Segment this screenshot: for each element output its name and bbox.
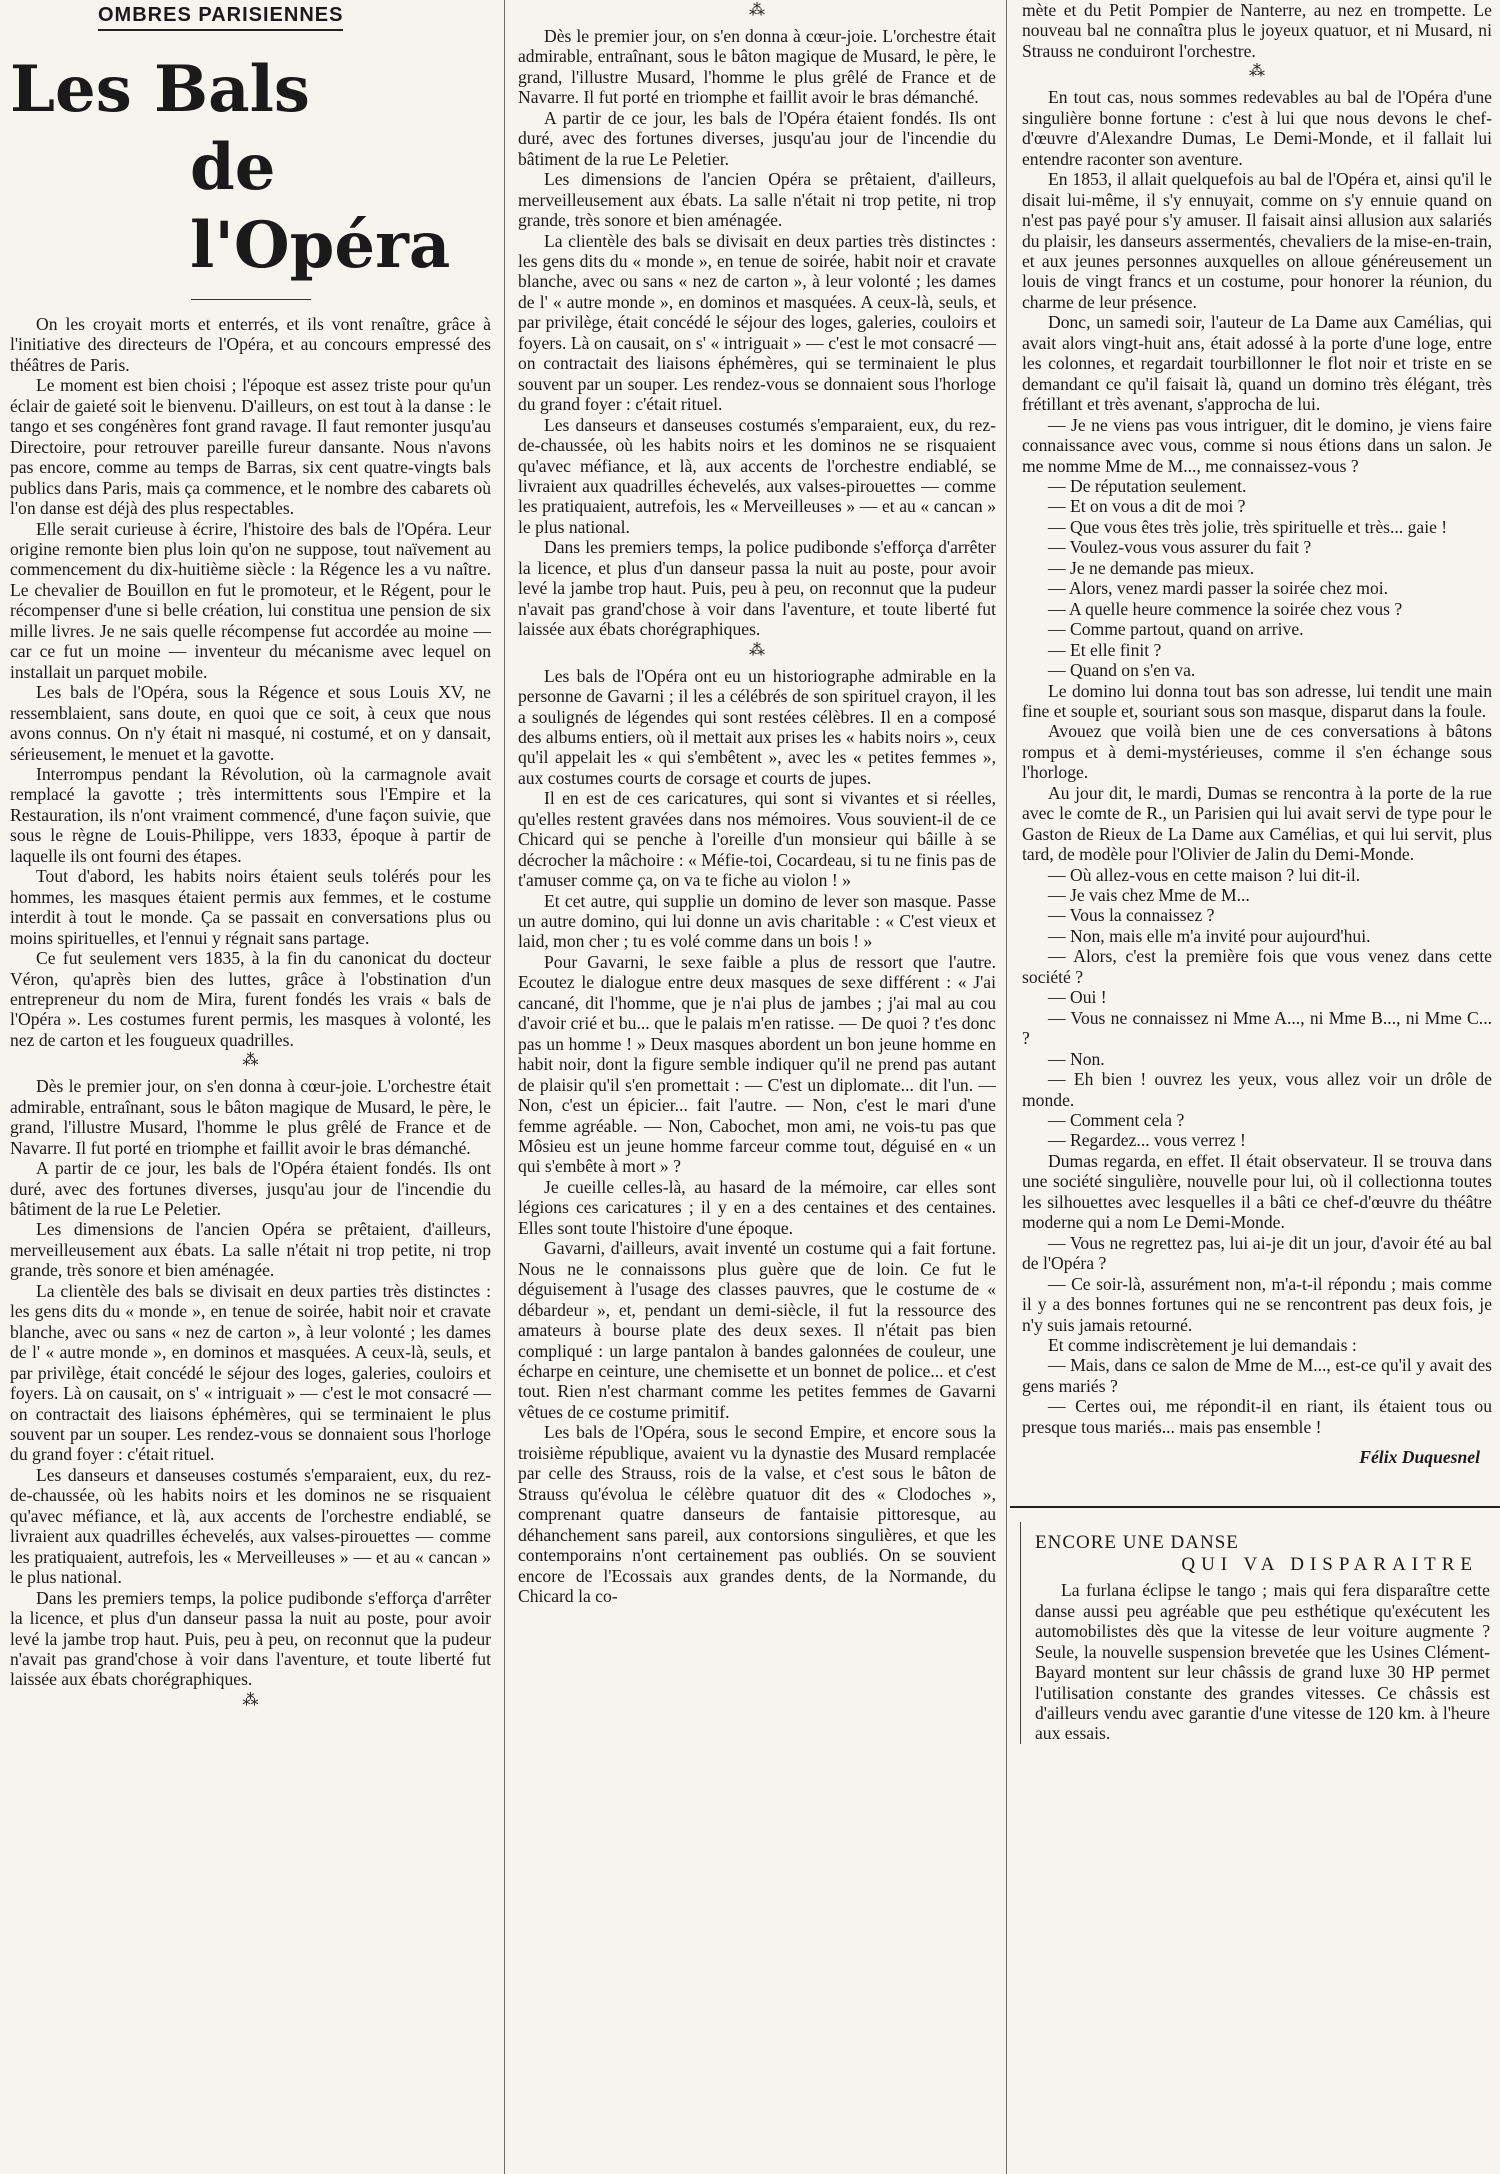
headline-line-1: Les Bals <box>10 52 310 127</box>
paragraph: Et cet autre, qui supplie un domino de lever son masque. Passe un autre domino, qui lui donne un avis charitable : « C'est vieux et laid, mon cher ; tu es volé comme dans un bois ! » <box>518 890 996 952</box>
paragraph: En tout cas, nous sommes redevables au bal de l'Opéra d'une singulière bonne fortune : c'est à lui que nous devons le chef-d'œuvre d'Alexandre Dumas, Le Demi-Monde, et il fallait lui entendre raconter son aventure. <box>1022 87 1492 169</box>
dialogue-line: — Alors, c'est la première fois que vous venez dans cette société ? <box>1022 946 1492 987</box>
dialogue-line: — Où allez-vous en cette maison ? lui dit-il. <box>1048 864 1361 885</box>
advert-box <box>1020 1522 1492 1744</box>
dialogue-line: — Comme partout, quand on arrive. <box>1048 619 1304 640</box>
dialogue-line: — Ce soir-là, assurément non, m'a-t-il répondu ; mais comme il y a des bonnes fortunes qui ne se rencontrent pas deux fois, je n'y suis jamais retourné. <box>1022 1273 1492 1335</box>
paragraph: Il en est de ces caricatures, qui sont si vivantes et si réelles, qu'elles restent gravées dans nos mémoires. Vous souvient-il de ce Chicard qui se penche à l'oreille d'un monsieur qui bâille à se décrocher la mâchoire : « Méfie-toi, Cocardeau, si tu ne finis pas de t'amuser comme ça, on va te fiche au violon ! » <box>518 788 996 891</box>
paragraph: Tout d'abord, les habits noirs étaient seuls tolérés pour les hommes, les masques étaient permis aux femmes, et le costume interdit à tout le monde. Ça se passait en conversations plus ou moins spirituelles, et l'ennui y régnait sans partage. <box>10 866 491 948</box>
paragraph: Dumas regarda, en effet. Il était observateur. Il se trouva dans une société singulière, nouvelle pour lui, où il collectionna toutes les silhouettes avec lesquelles il a bâti ce chef-d'œuvre du théâtre moderne qui a nom Le Demi-Monde. <box>1022 1150 1492 1233</box>
dialogue-line: — Que vous êtes très jolie, très spirituelle et très... gaie ! <box>1048 516 1448 537</box>
paragraph: A partir de ce jour, les bals de l'Opéra étaient fondés. Ils ont duré, avec des fortunes diverses, jusqu'au jour de l'incendie du bâtiment de la rue Le Peletier. <box>10 1158 491 1220</box>
dialogue-line: — Non. <box>1048 1048 1105 1069</box>
paragraph: Les bals de l'Opéra, sous le second Empire, et encore sous la troisième république, avaient vu la dynastie des Musard remplacée par celle des Strauss, rois de la valse, et c'est sous le bâton de Strauss qu'évolua le célèbre quatuor dit des « Clodoches », comprenant quatre danseurs de fantaisie pittoresque, au déhanchement sans pareil, aux contorsions singulières, et que les contemporains n'ont certainement pas oubliés. On se souvient encore de l'Ecossais aux grandes dents, de la Normande, du Chicard la co- <box>518 1422 996 1606</box>
column-1 <box>0 0 505 2174</box>
column-2 <box>508 0 1006 2174</box>
paragraph: On les croyait morts et enterrés, et ils vont renaître, grâce à l'initiative des directeurs de l'Opéra, et au concours empressé des théâtres de Paris. <box>10 314 491 375</box>
dialogue-line: — Regardez... vous verrez ! <box>1048 1130 1246 1151</box>
headline <box>10 51 491 285</box>
paragraph: Avouez que voilà bien une de ces conversations à bâtons rompus et à demi-mystérieuses, comme il s'en échange sous l'horloge. <box>1022 721 1492 783</box>
paragraph: Les bals de l'Opéra ont eu un historiographe admirable en la personne de Gavarni ; il les a célébrés de son spirituel crayon, il les a soulignés de légendes qui sont restées célèbres. Il en a composé des albums entiers, où il mettait aux prises les « habits noirs », ceux qu'il appelait les « qui s'embêtent », avec les « petites femmes », aux costumes courts de corsage et courts de jupes. <box>518 665 996 788</box>
paragraph: Les danseurs et danseuses costumés s'emparaient, eux, du rez-de-chaussée, où les habits noirs et les dominos ne se risquaient qu'avec méfiance, et là, aux accents de l'orchestre endiablé, se livraient aux quadrilles échevelés, aux valses-pirouettes — comme les pratiquaient, autrefois, les « Merveilleuses » — et au « cancan » le plus national. <box>10 1464 491 1588</box>
paragraph: Ce fut seulement vers 1835, à la fin du canonicat du docteur Véron, qu'après bien des luttes, grâce à l'obstination d'un entrepreneur du nom de Mira, furent fondés les vrais « bals de l'Opéra ». Les costumes furent permis, les masques à volonté, les nez de carton et les fougueux quadrilles. <box>10 948 491 1050</box>
dialogue-line: — Je ne demande pas mieux. <box>1048 557 1255 578</box>
box-top-rule <box>1010 1506 1500 1508</box>
box-title-line-1: ENCORE UNE DANSE <box>1035 1532 1239 1554</box>
paragraph: Elle serait curieuse à écrire, l'histoire des bals de l'Opéra. Leur origine remonte bien plus loin qu'on ne suppose, tout naïvement au commencement du dix-huitième siècle : la Régence les a vu naître. Le chevalier de Bouillon en fut le promoteur, et le Régent, pour le récompenser d'une si belle création, lui constitua une pension de six mille livres. Je ne sais quelle récompense fut accordée au moine — car ce fut un moine — inventeur du mécanisme avec lequel on installait un parquet mobile. <box>10 518 491 682</box>
paragraph: Le moment est bien choisi ; l'époque est assez triste pour qu'un éclair de gaieté soit le bienvenu. D'ailleurs, on est tout à la danse : le tango et ses congénères font grand ravage. Il faut remonter jusqu'au Directoire, pour retrouver pareille fureur dansante. Nous n'avons pas encore, comme au temps de Barras, six cent quatre-vingts bals publics dans Paris, mais ça commence, et le nombre des cabarets où l'on danse est déjà des plus respectables. <box>10 375 491 519</box>
paragraph: Interrompus pendant la Révolution, où la carmagnole avait remplacé la gavotte ; très intermittents sous l'Empire et la Restauration, ils n'ont vraiment commencé, d'une façon suivie, que sous le règne de Louis-Philippe, vers 1833, époque à partir de laquelle ils ont fourni des étapes. <box>10 763 491 866</box>
dialogue-line: — Certes oui, me répondit-il en riant, ils étaient tous ou presque tous mariés... mais pas ensemble ! <box>1022 1396 1492 1437</box>
dialogue-line: — Mais, dans ce salon de Mme de M..., est-ce qu'il y avait des gens mariés ? <box>1022 1355 1492 1396</box>
column-rule <box>1006 0 1007 2174</box>
dialogue-line: — Vous ne regrettez pas, lui ai-je dit un jour, d'avoir été au bal de l'Opéra ? <box>1022 1232 1492 1274</box>
box-text: La furlana éclipse le tango ; mais qui fera disparaître cette danse aussi peu agréable que peu esthétique qu'exécutent les automobilistes dès que la vitesse de leur voiture augmente ? Seule, la nouvelle suspension brevetée que les Usines Clément-Bayard montent sur leur châssis de grand luxe 30 HP permet l'utilisation constante des grandes vitesses. Ce châssis est d'ailleurs vendu avec garantie d'une vitesse de 120 km. à l'heure aux essais. <box>1035 1580 1490 1744</box>
dialogue-line: — Je ne viens pas vous intriguer, dit le domino, je viens faire connaissance avec vous, comme si nous étions dans un salon. Je me nomme Mme de M..., me connaissez-vous ? <box>1022 414 1492 476</box>
section-asterism: ⁂ <box>749 641 765 659</box>
paragraph: Les dimensions de l'ancien Opéra se prêtaient, d'ailleurs, merveilleusement aux ébats. La salle n'était ni trop petite, ni trop grande, très sonore et bien aménagée. <box>518 169 996 231</box>
paragraph: Je cueille celles-là, au hasard de la mémoire, car elles sont légions ces caricatures ; il y en a des centaines et des centaines. Elles sont toute l'histoire d'une époque. <box>518 1176 996 1238</box>
dialogue-line: — Et on vous a dit de moi ? <box>1048 496 1246 517</box>
dialogue-line: — De réputation seulement. <box>1048 475 1247 496</box>
dialogue-line: — Vous ne connaissez ni Mme A..., ni Mme B..., ni Mme C... ? <box>1022 1007 1492 1049</box>
paragraph: Au jour dit, le mardi, Dumas se rencontra à la porte de la rue avec le comte de R., un Parisien qui lui avait servi de type pour le Gaston de Rieux de La Dame aux Camélias, et qui lui servit, plus tard, de modèle pour l'Olivier de Jalin du Demi-Monde. <box>1022 782 1492 865</box>
paragraph: La clientèle des bals se divisait en deux parties très distinctes : les gens dits du « monde », en tenue de soirée, habit noir et cravate blanche, avec ou sans « nez de carton », à leur volonté ; les dames de l' « autre monde », en dominos et masquées. A ceux-là, seuls, et par privilège, était concédé le séjour des loges, galeries, couloirs et foyers. Là on causait, on s' « intriguait » — c'est le mot consacré — on contractait des liaisons éphémères, qui se terminaient le plus souvent par un souper. Les rendez-vous se donnaient sous l'horloge du grand foyer : c'était rituel. <box>518 230 996 415</box>
box-title-line-2: QUI VA DISPARAITRE <box>1181 1554 1478 1576</box>
section-asterism: ⁂ <box>242 1052 259 1070</box>
kicker: OMBRES PARISIENNES <box>98 4 343 31</box>
paragraph: La clientèle des bals se divisait en deux parties très distinctes : les gens dits du « monde », en tenue de soirée, habit noir et cravate blanche, avec ou sans « nez de carton », à leur volonté ; les dames de l' « autre monde », en dominos et masquées. A ceux-là, seuls, et par privilège, était concédé le séjour des loges, galeries, couloirs et foyers. Là on causait, on s' « intriguait » — c'est le mot consacré — on contractait des liaisons éphémères, qui se terminaient le plus souvent par un souper. Les rendez-vous se donnaient sous l'horloge du grand foyer : c'était rituel. <box>10 1280 491 1465</box>
headline-line-2: de l'Opéra <box>190 130 451 283</box>
section-asterism: ⁂ <box>1249 63 1265 81</box>
dialogue-line: — Alors, venez mardi passer la soirée chez moi. <box>1048 578 1389 599</box>
dialogue-line: — Je vais chez Mme de M... <box>1048 885 1250 906</box>
paragraph: Gavarni, d'ailleurs, avait inventé un costume qui a fait fortune. Nous ne le connaissons plus guère que de loin. Ce fut le déguisement à l'usage des classes pauvres, que le costume de « débardeur », et, pendant un demi-siècle, il fut la ressource des amateurs à bourse plate des deux sexes. Il n'était pas bien compliqué : un large pantalon à bandes galonnées de couleur, une écharpe en ceinture, une chemisette et un bonnet de police... et c'est tout. Rien n'est charmant comme les petites femmes de Gavarni vêtues de ce costume primitif. <box>518 1238 996 1422</box>
column-3 <box>1010 0 1500 2174</box>
paragraph: Dans les premiers temps, la police pudibonde s'efforça d'arrêter la licence, et plus d'un danseur passa la nuit au poste, pour avoir levé la jambe trop haut. Puis, peu à peu, on reconnut que la pudeur n'avait pas grand'chose à voir dans l'aventure, et toute liberté fut laissée aux ébats chorégraphiques. <box>518 537 996 640</box>
dialogue-line: — A quelle heure commence la soirée chez vous ? <box>1048 598 1403 619</box>
dialogue-line: — Eh bien ! ouvrez les yeux, vous allez voir un drôle de monde. <box>1022 1069 1492 1110</box>
section-asterism: ⁂ <box>749 2 765 19</box>
paragraph: Dans les premiers temps, la police pudibonde s'efforça d'arrêter la licence, et plus d'un danseur passa la nuit au poste, pour avoir levé la jambe trop haut. Puis, peu à peu, on reconnut que la pudeur n'avait pas grand'chose à voir dans l'aventure, et toute liberté fut laissée aux ébats chorégraphiques. <box>10 1587 491 1690</box>
dialogue-line: — Oui ! <box>1048 987 1107 1008</box>
section-asterism: ⁂ <box>242 1691 259 1709</box>
paragraph: Dès le premier jour, on s'en donna à cœur-joie. L'orchestre était admirable, entraînant, sous le bâton magique de Musard, le père, le grand, l'illustre Musard, l'homme le plus grêlé de France et de Navarre. Il fut porté en triomphe et faillit avoir le bras démanché. <box>518 26 996 108</box>
author-signature: Félix Duquesnel <box>1359 1447 1480 1468</box>
paragraph: Donc, un samedi soir, l'auteur de La Dame aux Camélias, qui avait alors vingt-huit ans, était adossé à la porte d'une loge, entre les colonnes, et regardait tourbillonner le flot noir et triste en se demandant ce qu'il faisait là, quand un domino très élégant, très frétillant et très avenant, s'approcha de lui. <box>1022 312 1492 415</box>
paragraph: Le domino lui donna tout bas son adresse, lui tendit une main fine et souple et, souriant sous son masque, disparut dans la foule. <box>1022 680 1492 721</box>
paragraph: mète et du Petit Pompier de Nanterre, au nez en trompette. Le nouveau bal ne connaîtra plus le joyeux quatuor, et ni Musard, ni Strauss ne conduiront l'orchestre. <box>1022 0 1492 61</box>
paragraph: Pour Gavarni, le sexe faible a plus de ressort que l'autre. Ecoutez le dialogue entre deux masques de sexe différent : « J'ai cancané, dit l'homme, que je n'ai plus de jambes ; j'ai mal au cou d'avoir crié et bu... que le palais m'en ratisse. — De quoi ? t'es donc pas un homme ! » Deux masques abordent un bon jeune homme en habit noir, dont la figure semble indiquer qu'il ne prend pas autant de plaisir qu'il s'en promettait : — C'est un diplomate... dit l'un. — Non, c'est un épicier... fait l'autre. — Non, c'est le mari d'une femme agréable. — Non, Cabochet, mon ami, ne vois-tu pas que Môsieu est un jeune homme farceur comme tout, déguisé en « un qui s'embête à mort » ? <box>518 951 996 1177</box>
paragraph: A partir de ce jour, les bals de l'Opéra étaient fondés. Ils ont duré, avec des fortunes diverses, jusqu'au jour de l'incendie du bâtiment de la rue Le Peletier. <box>518 107 996 169</box>
dialogue-line: — Et elle finit ? <box>1048 639 1162 660</box>
dialogue-line: — Comment cela ? <box>1048 1110 1185 1131</box>
paragraph: Les bals de l'Opéra, sous la Régence et sous Louis XV, ne ressemblaient, sans doute, en quoi que ce soit, à ceux que nous avons connus. On n'y était ni masqué, ni costumé, et on y dansait, sérieusement, le menuet et la gavotte. <box>10 682 491 764</box>
paragraph: En 1853, il allait quelquefois au bal de l'Opéra et, ainsi qu'il le disait lui-même, il s'y ennuyait, comme on s'y ennuie quand on n'est pas payé pour s'y amuser. Il faisait ainsi allusion aux salariés du plaisir, les danseurs assermentés, chevaliers de la mise-en-train, et aux jeunes personnes auxquelles on alloue généreusement un louis de vingt francs et un costume, pour honorer la réunion, du charme de leur présence. <box>1022 169 1492 312</box>
headline-rule <box>191 299 311 300</box>
dialogue-line: — Non, mais elle m'a invité pour aujourd'hui. <box>1048 925 1371 946</box>
paragraph: Dès le premier jour, on s'en donna à cœur-joie. L'orchestre était admirable, entraînant, sous le bâton magique de Musard, le père, le grand, l'illustre Musard, l'homme le plus grêlé de France et de Navarre. Il fut porté en triomphe et faillit avoir le bras démanché. <box>10 1076 491 1158</box>
dialogue-line: — Quand on s'en va. <box>1048 660 1196 681</box>
paragraph: Les dimensions de l'ancien Opéra se prêtaient, d'ailleurs, merveilleusement aux ébats. La salle n'était ni trop petite, ni trop grande, très sonore et bien aménagée. <box>10 1219 491 1281</box>
paragraph: Et comme indiscrètement je lui demandais : <box>1048 1335 1357 1355</box>
paragraph: Les danseurs et danseuses costumés s'emparaient, eux, du rez-de-chaussée, où les habits noirs et les dominos ne se risquaient qu'avec méfiance, et là, aux accents de l'orchestre endiablé, se livraient aux quadrilles échevelés, aux valses-pirouettes — comme les pratiquaient, autrefois, les « Merveilleuses » — et au « cancan » le plus national. <box>518 414 996 537</box>
dialogue-line: — Vous la connaissez ? <box>1048 905 1215 926</box>
dialogue-line: — Voulez-vous vous assurer du fait ? <box>1048 537 1312 558</box>
